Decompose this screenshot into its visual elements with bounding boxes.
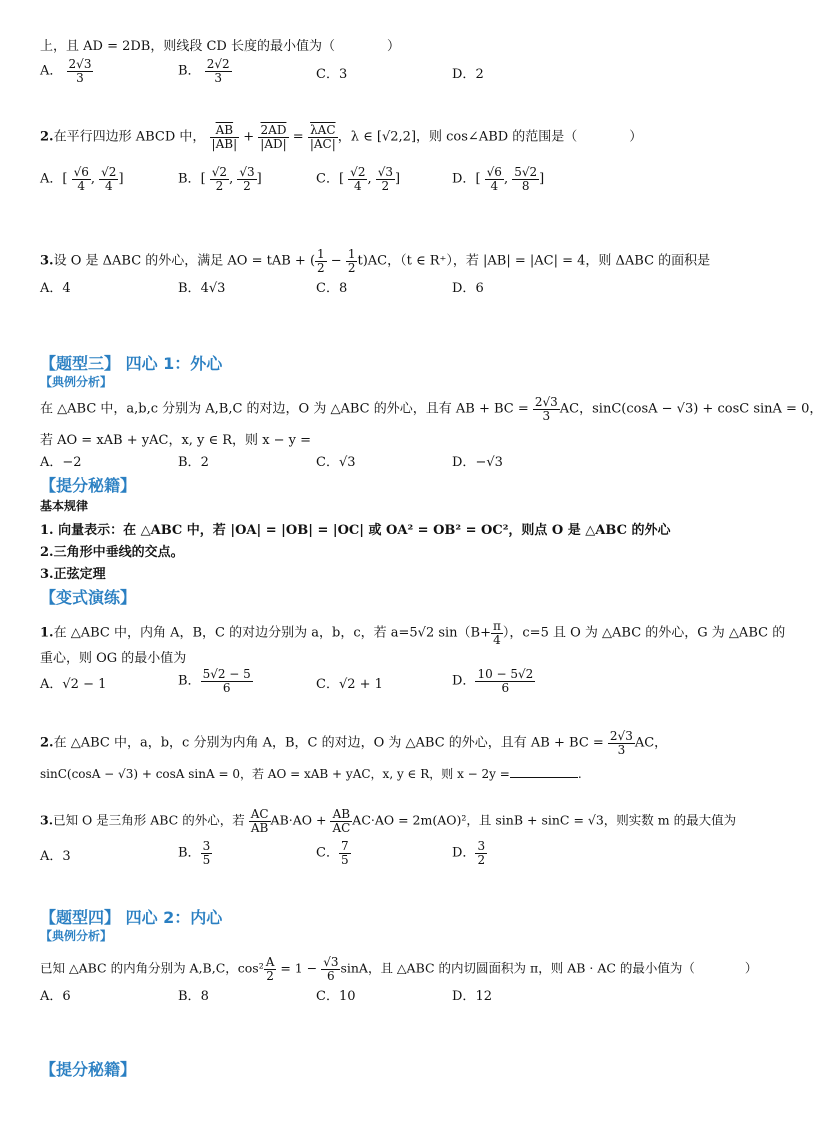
option-d: D．2 — [452, 67, 484, 82]
option-c: C．3 — [316, 67, 348, 82]
option-d: D．[ $\frac{√6}{4}$ , $\frac{5√2}{8}$ ] — [452, 165, 545, 193]
question-2-stem: 2.在平行四边形 ABCD 中， $\frac{\overline{AB}}{|AB|}$ + $\frac{2AD}{|AD|}$ = $\frac{\overline{\lambda AC}}{|AC|}$ ，λ ∈ [√2,2]，则 cos∠ABD 的范围是（ ） — [40, 123, 643, 151]
rule-2: 2.三角形中垂线的交点。 — [40, 545, 184, 560]
option-b: B． $\frac{5√2 - 5}{6}$ — [178, 667, 251, 695]
example-stem-line2: 若 AO = xAB + yAC，x, y ∈ R，则 x − y = — [40, 433, 312, 448]
option-d: D．−√3 — [452, 455, 503, 470]
rules-label: 基本规律 — [40, 499, 89, 513]
rule-1: 1. 向量表示：在 △ABC 中，若 |OA| = |OB| = |OC| 或 OA² = OB² = OC²，则点 O 是 △ABC 的外心 — [40, 523, 671, 538]
practice-2-line2: sinC(cosA − √3) + cosA sinA = 0，若 AO = xAB + yAC，x, y ∈ R，则 x − 2y = . — [40, 767, 582, 781]
option-c: C．8 — [316, 281, 348, 296]
option-b: B． $\frac{3}{5}$ — [178, 839, 211, 867]
option-a: A．4 — [40, 281, 71, 296]
option-b: B．4√3 — [178, 281, 226, 296]
section-heading: 【题型四】 四心 2：内心 — [40, 908, 223, 927]
option-a: A．3 — [40, 849, 71, 864]
option-letter: B． — [178, 63, 201, 79]
example-stem: 已知 △ABC 的内角分别为 A,B,C，cos² $\frac{A}{2}$ = 1 − $\frac{√3}{6}$ sinA，且 △ABC 的内切圆面积为 π，则 AB · AC 的最小值为（ ） — [40, 955, 758, 983]
option-b: B．[ $\frac{√2}{2}$ , $\frac{√3}{2}$ ] — [178, 165, 262, 193]
rule-3: 3.正弦定理 — [40, 567, 106, 582]
option-c: C．√3 — [316, 455, 356, 470]
option-a: A．6 — [40, 989, 71, 1004]
fraction: $\frac{\overline{AB}}{|AB|}$ — [211, 123, 238, 151]
fraction: $\frac{2AD}{|AD|}$ — [260, 123, 287, 151]
question-3-stem: 3.设 O 是 ΔABC 的外心，满足 AO = tAB + ( $\frac{1}{2}$ − $\frac{1}{2}$ t)AC，（t ∈ R⁺），若 |AB| = |AC| = 4，则 ΔABC 的面积是 — [40, 247, 711, 275]
practice-heading: 【变式演练】 — [40, 588, 137, 607]
tips-heading: 【提分秘籍】 — [40, 476, 137, 495]
option-d: D． $\frac{3}{2}$ — [452, 839, 486, 867]
option-letter: A． — [40, 63, 63, 79]
option-a — [40, 58, 93, 84]
question-stem: 上，且 AD = 2DB，则线段 CD 长度的最小值为（ ） — [40, 39, 400, 54]
option-b: B．8 — [178, 989, 209, 1004]
option-d: D．12 — [452, 989, 492, 1004]
option-c: C．10 — [316, 989, 356, 1004]
fraction: $\frac{\overline{\lambda AC}}{|AC|}$ — [309, 123, 336, 151]
option-c: C．[ $\frac{√2}{4}$ , $\frac{√3}{2}$ ] — [316, 165, 401, 193]
example-stem: 在 △ABC 中，a,b,c 分别为 A,B,C 的对边，O 为 △ABC 的外心，且有 AB + BC = $\frac{2√3}{3}$ AC，sinC(cosA − √3) + cosC sinA = 0， — [40, 395, 822, 423]
section-heading: 【题型三】 四心 1：外心 — [40, 354, 223, 373]
fraction: $\frac{2√3}{3}$ — [68, 57, 92, 85]
option-b — [178, 58, 232, 84]
option-c: C．√2 + 1 — [316, 677, 383, 692]
option-a: A．√2 − 1 — [40, 677, 107, 692]
tips-heading: 【提分秘籍】 — [40, 1060, 137, 1079]
option-a: A．[ $\frac{√6}{4}$ , $\frac{√2}{4}$ ] — [40, 165, 124, 193]
option-a: A．−2 — [40, 455, 82, 470]
option-d: D． $\frac{10 - 5√2}{6}$ — [452, 667, 534, 695]
example-label: 【典例分析】 — [40, 375, 113, 389]
practice-2-stem: 2.在 △ABC 中，a，b，c 分别为内角 A，B，C 的对边，O 为 △ABC 的外心，且有 AB + BC = $\frac{2√3}{3}$ AC， — [40, 729, 668, 757]
option-c: C． $\frac{7}{5}$ — [316, 839, 349, 867]
fraction: $\frac{2√2}{3}$ — [206, 57, 230, 85]
example-label: 【典例分析】 — [40, 929, 113, 943]
practice-1-line2: 重心，则 OG 的最小值为 — [40, 651, 187, 666]
option-b: B．2 — [178, 455, 209, 470]
answer-blank[interactable] — [510, 766, 578, 778]
practice-1-stem: 1.在 △ABC 中，内角 A，B，C 的对边分别为 a，b，c，若 a=5√2 sin（B+ $\frac{\pi}{4}$ ），c=5 且 O 为 △ABC 的外心，G 为 △ABC 的 — [40, 619, 786, 647]
option-d: D．6 — [452, 281, 484, 296]
practice-3-stem: 3.已知 O 是三角形 ABC 的外心，若 $\frac{AC}{AB}$ AB·AO + $\frac{AB}{AC}$ AC·AO = 2m(AO)²，且 sinB + sinC = √3，则实数 m 的最大值为 — [40, 807, 737, 835]
